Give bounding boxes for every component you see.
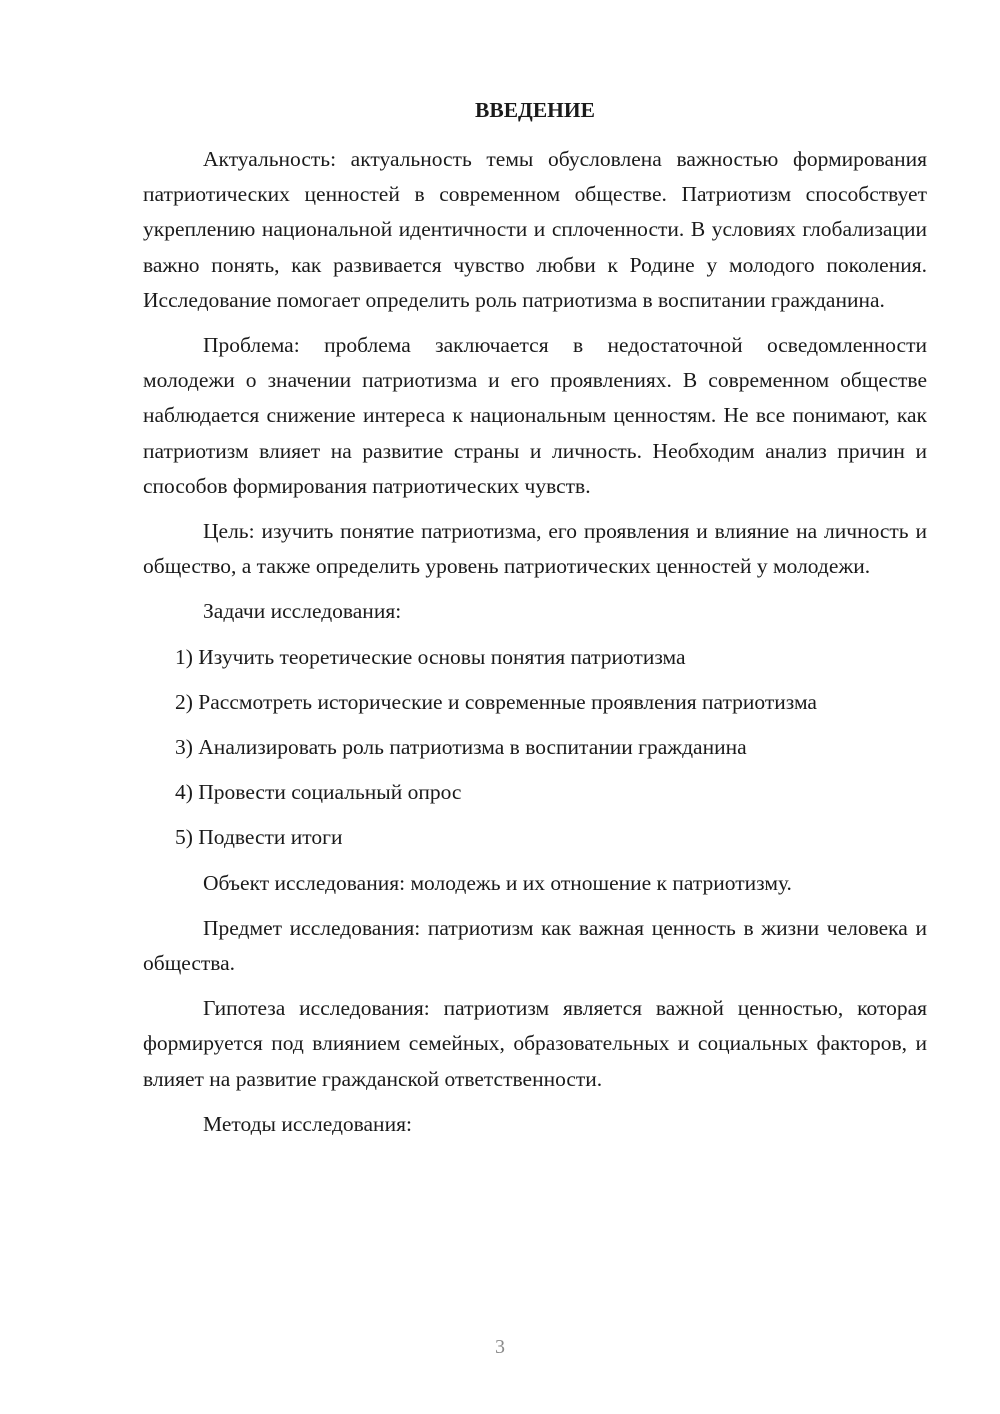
page-content [143, 93, 927, 1152]
subject-paragraph: Предмет исследования: патриотизм как важная ценность в жизни человека и общества. [143, 915, 927, 976]
object-paragraph: Объект исследования: молодежь и их отношение к патриотизму. [203, 870, 792, 895]
task-item: 3) Анализировать роль патриотизма в воспитании гражданина [175, 735, 747, 760]
relevance-paragraph: Актуальность: актуальность темы обусловлена важностью формирования патриотических ценностей в современном обществе. Патриотизм способствует укреплению национальной идентичности и сплоченности. В условиях глобализации важно понять, как развивается чувство любви к Родине у молодого поколения. Исследование помогает определить роль патриотизма в воспитании гражданина. [143, 147, 927, 312]
problem-paragraph: Проблема: проблема заключается в недостаточной осведомленности молодежи о значении патриотизма и его проявлениях. В современном обществе наблюдается снижение интереса к национальным ценностям. Не все понимают, как патриотизм влияет на развитие страны и личность. Необходим анализ причин и способов формирования патриотических чувств. [143, 333, 927, 498]
section-title: ВВЕДЕНИЕ [475, 98, 595, 122]
methods-heading: Методы исследования: [203, 1111, 412, 1136]
task-item: 2) Рассмотреть исторические и современные проявления патриотизма [175, 689, 817, 714]
goal-paragraph: Цель: изучить понятие патриотизма, его проявления и влияние на личность и общество, а также определить уровень патриотических ценностей у молодежи. [143, 519, 927, 579]
hypothesis-paragraph: Гипотеза исследования: патриотизм является важной ценностью, которая формируется под влиянием семейных, образовательных и социальных факторов, и влияет на развитие гражданской ответственности. [143, 996, 927, 1091]
tasks-heading: Задачи исследования: [203, 599, 402, 624]
task-item: 5) Подвести итоги [175, 825, 343, 850]
tasks-list [143, 640, 927, 856]
page-number: 3 [495, 1336, 505, 1358]
task-item: 1) Изучить теоретические основы понятия патриотизма [175, 644, 686, 669]
task-item: 4) Провести социальный опрос [175, 780, 462, 805]
